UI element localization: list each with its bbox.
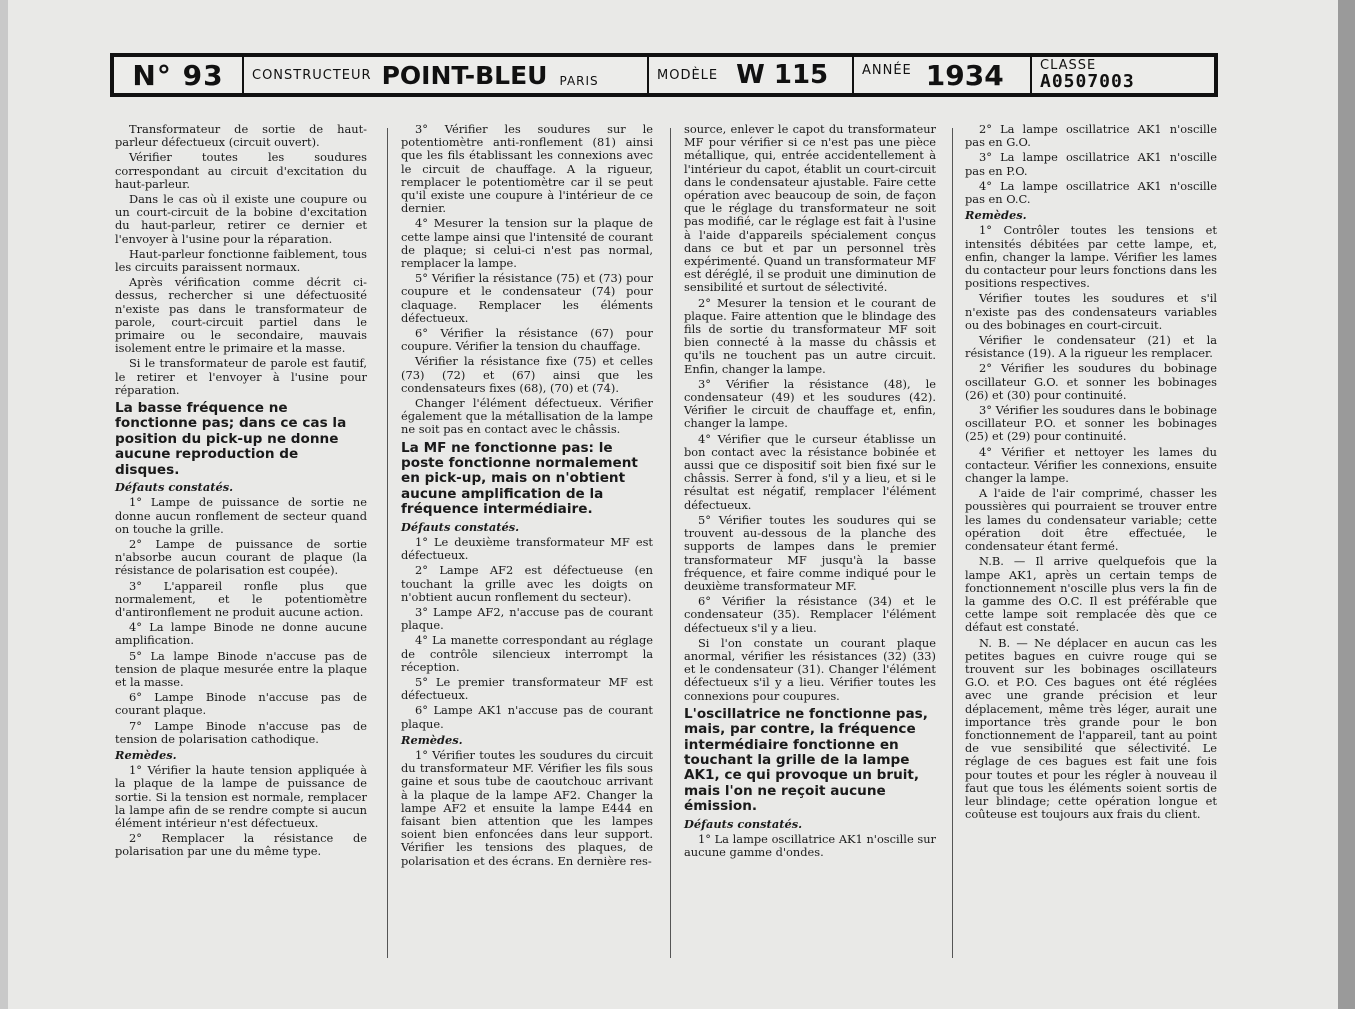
paragraph: 2° Remplacer la résistance de polarisation par une du même type. — [115, 831, 367, 859]
subsection-label: Défauts constatés. — [684, 816, 803, 831]
classe-value: A0507003 — [1040, 71, 1135, 92]
column-divider — [387, 128, 388, 958]
paragraph: N.B. — Il arrive quelquefois que la lampe AK1, après un certain temps de fonctionnement n'oscille plus vers la fin de la gamme des O.C. Il est préférable que cette lampe soit remplacée dès que ce défaut est constaté. — [965, 554, 1217, 635]
paragraph: Si le transformateur de parole est fautif, le retirer et l'envoyer à l'usine pour réparation. — [115, 356, 367, 397]
modele-value: W 115 — [736, 60, 829, 90]
paragraph: Changer l'élément défectueux. Vérifier également que la métallisation de la lampe ne soit pas en contact avec le châssis. — [401, 396, 653, 437]
page-binding-edge — [1338, 0, 1355, 1009]
modele-label: MODÈLE — [657, 67, 719, 83]
paragraph: 2° Lampe de puissance de sortie n'absorbe aucun courant de plaque (la résistance de polarisation est coupée). — [115, 536, 367, 578]
paragraph: 3° L'appareil ronfle plus que normalement, et le potentiomètre d'antironflement ne produit aucune action. — [115, 578, 367, 619]
section-heading: La MF ne fonctionne pas: le poste fonctionne normalement en pick-up, mais on n'obtient aucune amplification de la fréquence intermédiaire. — [401, 439, 638, 518]
paragraph: 5° La lampe Binode n'accuse pas de tension de plaque mesurée entre la plaque et la masse. — [115, 648, 367, 689]
subsection-label: Défauts constatés. — [401, 519, 520, 534]
paragraph: 7° Lampe Binode n'accuse pas de tension de polarisation cathodique. — [115, 718, 367, 746]
modele-cell — [649, 57, 854, 93]
text-column-4 — [965, 123, 1217, 823]
column-divider — [952, 128, 953, 958]
constructeur-cell — [244, 57, 649, 93]
paragraph: 1° Vérifier toutes les soudures du circuit du transformateur MF. Vérifier les fils sous gaine et sous tube de caoutchouc arrivant à la plaque de la lampe AF2. Changer la lampe AF2 et ensuite la lampe E444 en faisant bien attention que les lampes soient bien enfoncées dans leur support. Vérifier les tensions des plaques, de polarisation et des écrans. En dernière res- — [401, 747, 653, 868]
paragraph: Vérifier le condensateur (21) et la résistance (19). A la rigueur les remplacer. — [965, 333, 1217, 361]
paragraph: 2° Vérifier les soudures du bobinage oscillateur G.O. et sonner les bobinages (26) et (30) pour continuité. — [965, 361, 1217, 402]
paragraph: 5° Le premier transformateur MF est défectueux. — [401, 674, 653, 703]
paragraph: Vérifier toutes les soudures correspondant au circuit d'excitation du haut-parleur. — [115, 150, 367, 191]
paragraph: 3° Vérifier la résistance (48), le condensateur (49) et les soudures (42). Vérifier le circuit de chauffage et, enfin, changer la lampe. — [684, 376, 936, 431]
paragraph: 3° Vérifier les soudures dans le bobinage oscillateur P.O. et sonner les bobinages (25) et (29) pour continuité. — [965, 403, 1217, 444]
subsection-label: Remèdes. — [965, 208, 1027, 223]
paragraph: 4° La manette correspondant au réglage de contrôle silencieux interrompt la réception. — [401, 633, 653, 674]
paragraph: 2° Mesurer la tension et le courant de plaque. Faire attention que le blindage des fils de sortie du transformateur MF soit bien connecté à la masse du châssis et qu'ils ne touchent pas un autre circuit. Enfin, changer la lampe. — [684, 295, 936, 376]
paragraph: Après vérification comme décrit ci-dessus, rechercher si une défectuosité n'existe pas dans le transformateur de parole, court-circuit partiel dans le primaire ou le secondaire, mauvais isolement entre le primaire et la masse. — [115, 275, 367, 356]
constructeur-value: POINT-BLEU — [381, 60, 548, 90]
city-label: PARIS — [559, 74, 599, 88]
text-column-1 — [115, 123, 367, 861]
paragraph: source, enlever le capot du transformateur MF pour vérifier si ce n'est pas une pièce métallique, qui, entrée accidentellement à l'intérieur du capot, établit un court-circuit dans le condensateur ajustable. Faire cette opération avec beaucoup de soin, de façon que le réglage du transformateur ne soit pas modifié, car le réglage est fait à l'usine à l'aide d'appareils spécialement conçus dans ce but et par un personnel très expérimenté. Quand un transformateur MF est déréglé, il se produit une diminution de sensibilité et surtout de sélectivité. — [684, 122, 936, 295]
paragraph: 5° Vérifier la résistance (75) et (73) pour coupure et le condensateur (74) pour claquage. Remplacer les éléments défectueux. — [401, 271, 653, 325]
annee-label: ANNÉE — [862, 63, 912, 78]
paragraph: 2° La lampe oscillatrice AK1 n'oscille pas en G.O. — [965, 122, 1217, 150]
subsection-label: Remèdes. — [115, 747, 177, 762]
constructeur-label: CONSTRUCTEUR — [252, 67, 372, 83]
section-heading: L'oscillatrice ne fonctionne pas, mais, par contre, la fréquence intermédiaire fonctionne en touchant la grille de la lampe AK1, ce qui provoque un bruit, mais l'on ne reçoit aucune émission. — [684, 705, 928, 815]
paragraph: Vérifier toutes les soudures et s'il n'existe pas des condensateurs variables ou des bobinages en court-circuit. — [965, 291, 1217, 332]
text-column-2 — [401, 123, 653, 870]
paragraph: 4° Vérifier et nettoyer les lames du contacteur. Vérifier les connexions, ensuite changer la lampe. — [965, 444, 1217, 486]
paragraph: 6° Vérifier la résistance (34) et le condensateur (35). Remplacer l'élément défectueux s'il y a lieu. — [684, 594, 936, 635]
paragraph: 4° La lampe Binode ne donne aucune amplification. — [115, 620, 367, 648]
paragraph: 6° Vérifier la résistance (67) pour coupure. Vérifier la tension du chauffage. — [401, 326, 653, 354]
paragraph: 4° La lampe oscillatrice AK1 n'oscille pas en O.C. — [965, 178, 1217, 207]
paragraph: 1° Contrôler toutes les tensions et intensités débitées par cette lampe, et, enfin, changer la lampe. Vérifier les lames du contacteur pour leurs fonctions dans les positions respectives. — [965, 223, 1217, 291]
annee-value: 1934 — [925, 58, 1004, 92]
paragraph: A l'aide de l'air comprimé, chasser les poussières qui pourraient se trouver entre les lames du condensateur variable; cette opération doit être effectuée, le condensateur étant fermé. — [965, 486, 1217, 554]
text-column-3 — [684, 123, 936, 861]
paragraph: 5° Vérifier toutes les soudures qui se trouvent au-dessous de la planche des supports de lampes dans le premier transformateur MF jusqu'à la basse fréquence, et faire comme indiqué pour le deuxième transformateur MF. — [684, 512, 936, 593]
section-heading: La basse fréquence ne fonctionne pas; dans ce cas la position du pick-up ne donne aucune reproduction de disques. — [115, 400, 347, 478]
paragraph: 3° Lampe AF2, n'accuse pas de courant plaque. — [401, 604, 653, 633]
paragraph: 4° Mesurer la tension sur la plaque de cette lampe ainsi que l'intensité de courant de plaque; si celui-ci n'est pas normal, remplacer la lampe. — [401, 216, 653, 271]
paragraph: Haut-parleur fonctionne faiblement, tous les circuits paraissent normaux. — [115, 246, 367, 275]
paragraph: Transformateur de sortie de haut-parleur défectueux (circuit ouvert). — [115, 122, 367, 150]
paragraph: Si l'on constate un courant plaque anormal, vérifier les résistances (32) (33) et le condensateur (31). Changer l'élément défectueux s'il y a lieu. Vérifier toutes les connexions pour coupures. — [684, 635, 936, 703]
paragraph: 3° Vérifier les soudures sur le potentiomètre anti-ronflement (81) ainsi que les fils établissant les connexions avec le circuit de chauffage. A la rigueur, remplacer le potentiomètre car il se peut qu'il existe une coupure à l'intérieur de ce dernier. — [401, 122, 653, 216]
subsection-label: Remèdes. — [401, 732, 463, 747]
paragraph: Dans le cas où il existe une coupure ou un court-circuit de la bobine d'excitation du haut-parleur, retirer ce dernier et l'envoyer à l'usine pour la réparation. — [115, 192, 367, 246]
classe-cell — [1032, 57, 1214, 93]
subsection-label: Défauts constatés. — [115, 480, 234, 495]
card-header — [110, 53, 1218, 97]
column-divider — [670, 128, 671, 958]
paragraph: 1° Le deuxième transformateur MF est défectueux. — [401, 534, 653, 563]
paragraph: N. B. — Ne déplacer en aucun cas les petites bagues en cuivre rouge qui se trouvent sur les bobinages oscillateurs G.O. et P.O. Ces bagues ont été réglées avec une grande précision et leur déplacement, même très léger, aurait une importance très grande pour le bon fonctionnement de l'appareil, tant au point de vue sensibilité que sélectivité. Le réglage de ces bagues est fait une fois pour toutes et pour les régler à nouveau il faut que tous les éléments soient sortis de leur blindage; cette opération longue et coûteuse est toujours aux frais du client. — [965, 635, 1217, 822]
paragraph: 6° Lampe AK1 n'accuse pas de courant plaque. — [401, 703, 653, 731]
card-number: N° 93 — [114, 57, 244, 93]
paragraph: 2° Lampe AF2 est défectueuse (en touchant la grille avec les doigts on n'obtient aucun ronflement du secteur). — [401, 563, 653, 604]
classe-label: CLASSE — [1040, 58, 1097, 73]
paragraph: 1° La lampe oscillatrice AK1 n'oscille sur aucune gamme d'ondes. — [684, 831, 936, 859]
paragraph: 3° La lampe oscillatrice AK1 n'oscille pas en P.O. — [965, 150, 1217, 178]
paragraph: Vérifier la résistance fixe (75) et celles (73) (72) et (67) ainsi que les condensateurs fixes (68), (70) et (74). — [401, 354, 653, 395]
paragraph: 4° Vérifier que le curseur établisse un bon contact avec la résistance bobinée et aussi que ce dispositif soit bien fixé sur le châssis. Serrer à fond, s'il y a lieu, et si le résultat est négatif, remplacer l'élément défectueux. — [684, 431, 936, 512]
annee-cell — [854, 57, 1032, 93]
paragraph: 6° Lampe Binode n'accuse pas de courant plaque. — [115, 690, 367, 718]
paragraph: 1° Lampe de puissance de sortie ne donne aucun ronflement de secteur quand on touche la grille. — [115, 495, 367, 536]
paragraph: 1° Vérifier la haute tension appliquée à la plaque de la lampe de puissance de sortie. Si la tension est normale, remplacer la lampe afin de se rendre compte si aucun élément intérieur n'est défectueux. — [115, 763, 367, 830]
